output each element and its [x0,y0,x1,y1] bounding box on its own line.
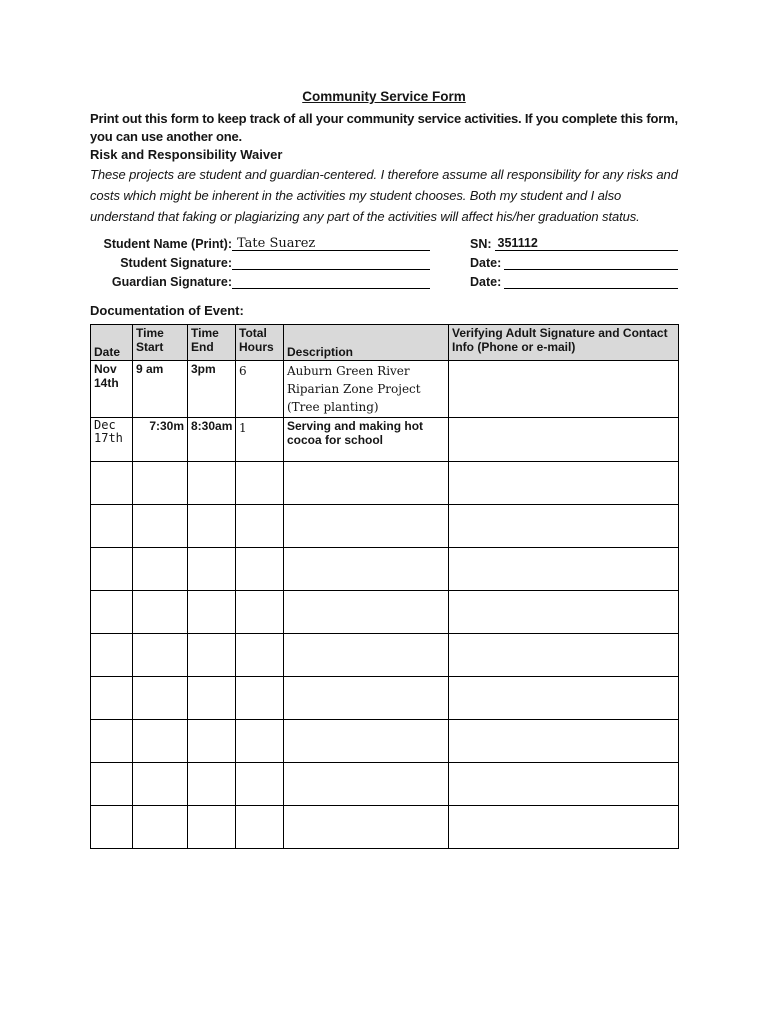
table-cell [449,806,679,849]
table-cell [449,548,679,591]
table-cell [188,548,236,591]
sn-label: SN: [470,237,492,251]
table-row [91,361,679,418]
table-cell [188,591,236,634]
table-cell [284,763,449,806]
cell-date: Dec 17th [91,418,133,462]
student-signature-row [90,251,678,270]
table-cell [91,677,133,720]
table-cell [188,677,236,720]
table-cell [133,806,188,849]
table-cell [133,677,188,720]
table-row-empty [91,677,679,720]
header-total-hours: Total Hours [236,325,284,361]
page-title: Community Service Form [302,89,466,104]
student-name-row [90,232,678,251]
student-date-line [504,253,678,270]
cell-time-end: 3pm [188,361,236,418]
student-name-line [232,234,430,251]
table-row-empty [91,763,679,806]
guardian-signature-line [232,272,430,289]
cell-total-hours: 1 [236,418,284,462]
student-name-value: Tate Suarez [237,236,316,251]
student-signature-label: Student Signature: [120,256,232,270]
cell-verifying [449,361,679,418]
table-cell [91,548,133,591]
table-row-empty [91,591,679,634]
guardian-date-label: Date: [470,275,502,289]
table-cell [133,720,188,763]
table-cell [91,462,133,505]
table-row-empty [91,462,679,505]
table-cell [188,720,236,763]
table-cell [449,634,679,677]
table-cell [449,462,679,505]
table-cell [91,505,133,548]
cell-time-start: 9 am [133,361,188,418]
cell-date: Nov 14th [91,361,133,418]
table-cell [188,634,236,677]
table-cell [236,634,284,677]
table-cell [449,591,679,634]
table-row-empty [91,505,679,548]
table-cell [91,763,133,806]
table-cell [449,505,679,548]
header-date: Date [91,325,133,361]
table-cell [236,763,284,806]
table-cell [133,634,188,677]
table-cell [236,591,284,634]
cell-description: Serving and making hot cocoa for school [284,418,449,462]
table-row-empty [91,634,679,677]
table-cell [188,763,236,806]
table-cell [449,763,679,806]
student-signature-line [232,253,430,270]
header-verifying: Verifying Adult Signature and Contact Info (Phone or e-mail) [449,325,679,361]
table-cell [284,505,449,548]
table-cell [91,806,133,849]
table-row-empty [91,720,679,763]
guardian-date-line [504,272,678,289]
table-row-empty [91,548,679,591]
table-cell [188,505,236,548]
table-cell [284,720,449,763]
student-date-label: Date: [470,256,502,270]
table-cell [133,505,188,548]
table-cell [133,462,188,505]
table-cell [236,677,284,720]
sn-line [495,234,678,251]
guardian-signature-label: Guardian Signature: [111,275,232,289]
cell-total-hours: 6 [236,361,284,418]
table-cell [236,720,284,763]
cell-description: Auburn Green River Riparian Zone Project (Tree planting) [284,361,449,418]
waiver-heading: Risk and Responsibility Waiver [90,147,283,162]
table-cell [133,591,188,634]
table-cell [236,462,284,505]
waiver-body: These projects are student and guardian-centered. I therefore assume all responsibility for any risks and costs which might be inherent in the activities my student chooses. Both my student and I also understand that faking or plagiarizing any part of the activities will affect his/her graduation status. [90,167,678,224]
events-table [90,324,679,849]
table-cell [449,677,679,720]
table-row-empty [91,806,679,849]
cell-verifying [449,418,679,462]
table-cell [236,505,284,548]
table-cell [236,806,284,849]
intro-text: Print out this form to keep track of all your community service activities. If you complete this form, you can use another one. [90,111,678,144]
table-cell [236,548,284,591]
header-time-end: Time End [188,325,236,361]
table-cell [284,677,449,720]
sn-value: 351112 [497,236,538,250]
table-cell [284,634,449,677]
table-cell [133,763,188,806]
signature-fields [90,232,678,289]
table-cell [188,806,236,849]
documentation-heading: Documentation of Event: [90,303,244,318]
table-row [91,418,679,462]
table-cell [284,806,449,849]
table-cell [91,634,133,677]
table-cell [91,591,133,634]
student-name-label: Student Name (Print): [103,237,232,251]
table-cell [91,720,133,763]
table-cell [284,591,449,634]
table-cell [449,720,679,763]
table-cell [284,462,449,505]
table-header-row [91,325,679,361]
header-time-start: Time Start [133,325,188,361]
table-cell [133,548,188,591]
guardian-signature-row [90,270,678,289]
table-cell [284,548,449,591]
table-cell [188,462,236,505]
cell-time-end: 8:30am [188,418,236,462]
cell-time-start: 7:30m [133,418,188,462]
header-description: Description [284,325,449,361]
